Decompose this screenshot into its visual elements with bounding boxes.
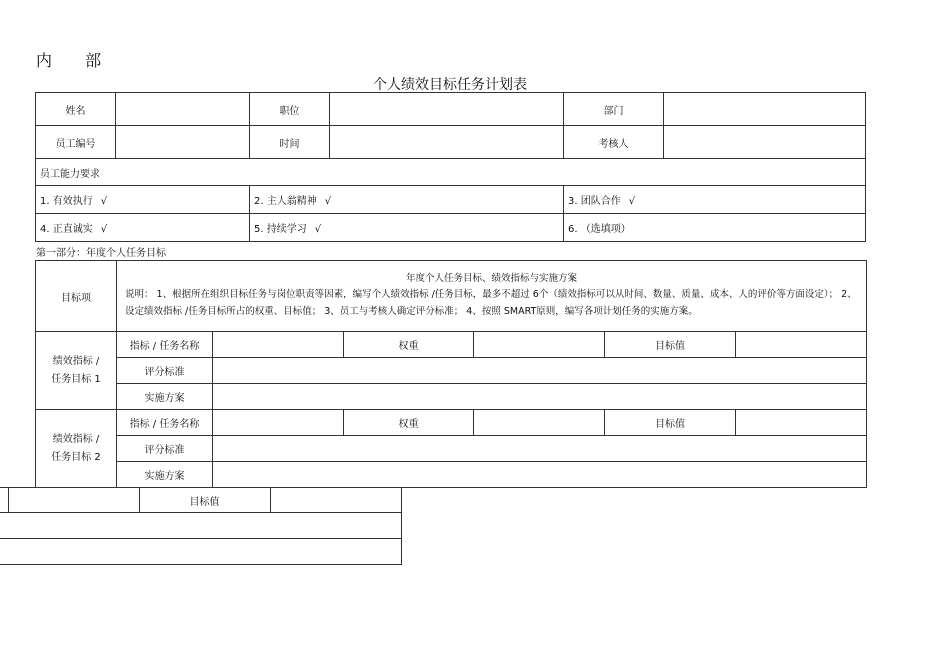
fragment-target-field[interactable] bbox=[270, 488, 401, 513]
checkmark-icon: √ bbox=[324, 196, 332, 207]
emp-no-field[interactable] bbox=[116, 126, 250, 159]
assessor-field[interactable] bbox=[664, 126, 866, 159]
fragment-cell bbox=[0, 488, 8, 513]
indicator-field[interactable] bbox=[213, 332, 344, 358]
scoring-field[interactable] bbox=[213, 358, 867, 384]
checkmark-icon: √ bbox=[314, 224, 322, 235]
section-title: 第一部分：年度个人任务目标 bbox=[36, 248, 166, 259]
time-field[interactable] bbox=[330, 126, 564, 159]
goal-description bbox=[117, 261, 867, 332]
goal-1-label: 绩效指标 / 任务目标 1 bbox=[36, 332, 117, 410]
description-title: 年度个人任务目标、绩效指标与实施方案 bbox=[406, 272, 578, 284]
indicator-field[interactable] bbox=[213, 410, 344, 436]
target-label: 目标值 bbox=[605, 410, 736, 436]
goal-item-label: 目标项 bbox=[36, 261, 117, 332]
description-text: 说明： 1、根据所在组织目标任务与岗位职责等因素，编写个人绩效指标 /任务目标，最多不超过 6个（绩效指标可以从时间、数量、质量、成本、人的评价等方面设定）； 2、设定绩效指标 /任务目标所占的权重、目标值； 3、员工与考核人确定评分标准； 4、按照 SMART原则，编写各项计划任务的实施方案。 bbox=[125, 288, 857, 317]
ability-item[interactable]: 3. 团队合作 √ bbox=[564, 186, 866, 214]
weight-field[interactable] bbox=[474, 410, 605, 436]
plan-label: 实施方案 bbox=[117, 384, 213, 410]
basic-info-table bbox=[35, 92, 866, 242]
plan-field[interactable] bbox=[213, 462, 867, 488]
position-field[interactable] bbox=[330, 93, 564, 126]
scoring-field[interactable] bbox=[213, 436, 867, 462]
ability-item[interactable]: 1. 有效执行 √ bbox=[36, 186, 250, 214]
position-label: 职位 bbox=[250, 93, 330, 126]
name-label: 姓名 bbox=[36, 93, 116, 126]
checkmark-icon: √ bbox=[628, 196, 636, 207]
checkmark-icon: √ bbox=[100, 196, 108, 207]
indicator-label: 指标 / 任务名称 bbox=[117, 410, 213, 436]
internal-label: 内 部 bbox=[36, 51, 116, 70]
target-field[interactable] bbox=[736, 332, 867, 358]
scoring-label: 评分标准 bbox=[117, 436, 213, 462]
goals-table bbox=[35, 260, 867, 488]
ability-label: 员工能力要求 bbox=[36, 159, 866, 186]
page-title: 个人绩效目标任务计划表 bbox=[373, 77, 527, 93]
emp-no-label: 员工编号 bbox=[36, 126, 116, 159]
fragment-row[interactable] bbox=[0, 539, 401, 565]
target-field[interactable] bbox=[736, 410, 867, 436]
dept-label: 部门 bbox=[564, 93, 664, 126]
weight-label: 权重 bbox=[344, 332, 474, 358]
ability-item[interactable]: 5. 持续学习 √ bbox=[250, 214, 564, 242]
scoring-label: 评分标准 bbox=[117, 358, 213, 384]
plan-label: 实施方案 bbox=[117, 462, 213, 488]
name-field[interactable] bbox=[116, 93, 250, 126]
target-label: 目标值 bbox=[605, 332, 736, 358]
plan-field[interactable] bbox=[213, 384, 867, 410]
indicator-label: 指标 / 任务名称 bbox=[117, 332, 213, 358]
weight-label: 权重 bbox=[344, 410, 474, 436]
goal-2-label: 绩效指标 / 任务目标 2 bbox=[36, 410, 117, 488]
dept-field[interactable] bbox=[664, 93, 866, 126]
ability-item[interactable]: 6. （选填项） bbox=[564, 214, 866, 242]
fragment-target-label: 目标值 bbox=[139, 488, 270, 513]
fragment-row[interactable] bbox=[0, 513, 401, 539]
fragment-table bbox=[0, 487, 402, 565]
ability-item[interactable]: 4. 正直诚实 √ bbox=[36, 214, 250, 242]
time-label: 时间 bbox=[250, 126, 330, 159]
checkmark-icon: √ bbox=[100, 224, 108, 235]
ability-item[interactable]: 2. 主人翁精神 √ bbox=[250, 186, 564, 214]
fragment-field[interactable] bbox=[8, 488, 139, 513]
weight-field[interactable] bbox=[474, 332, 605, 358]
assessor-label: 考核人 bbox=[564, 126, 664, 159]
